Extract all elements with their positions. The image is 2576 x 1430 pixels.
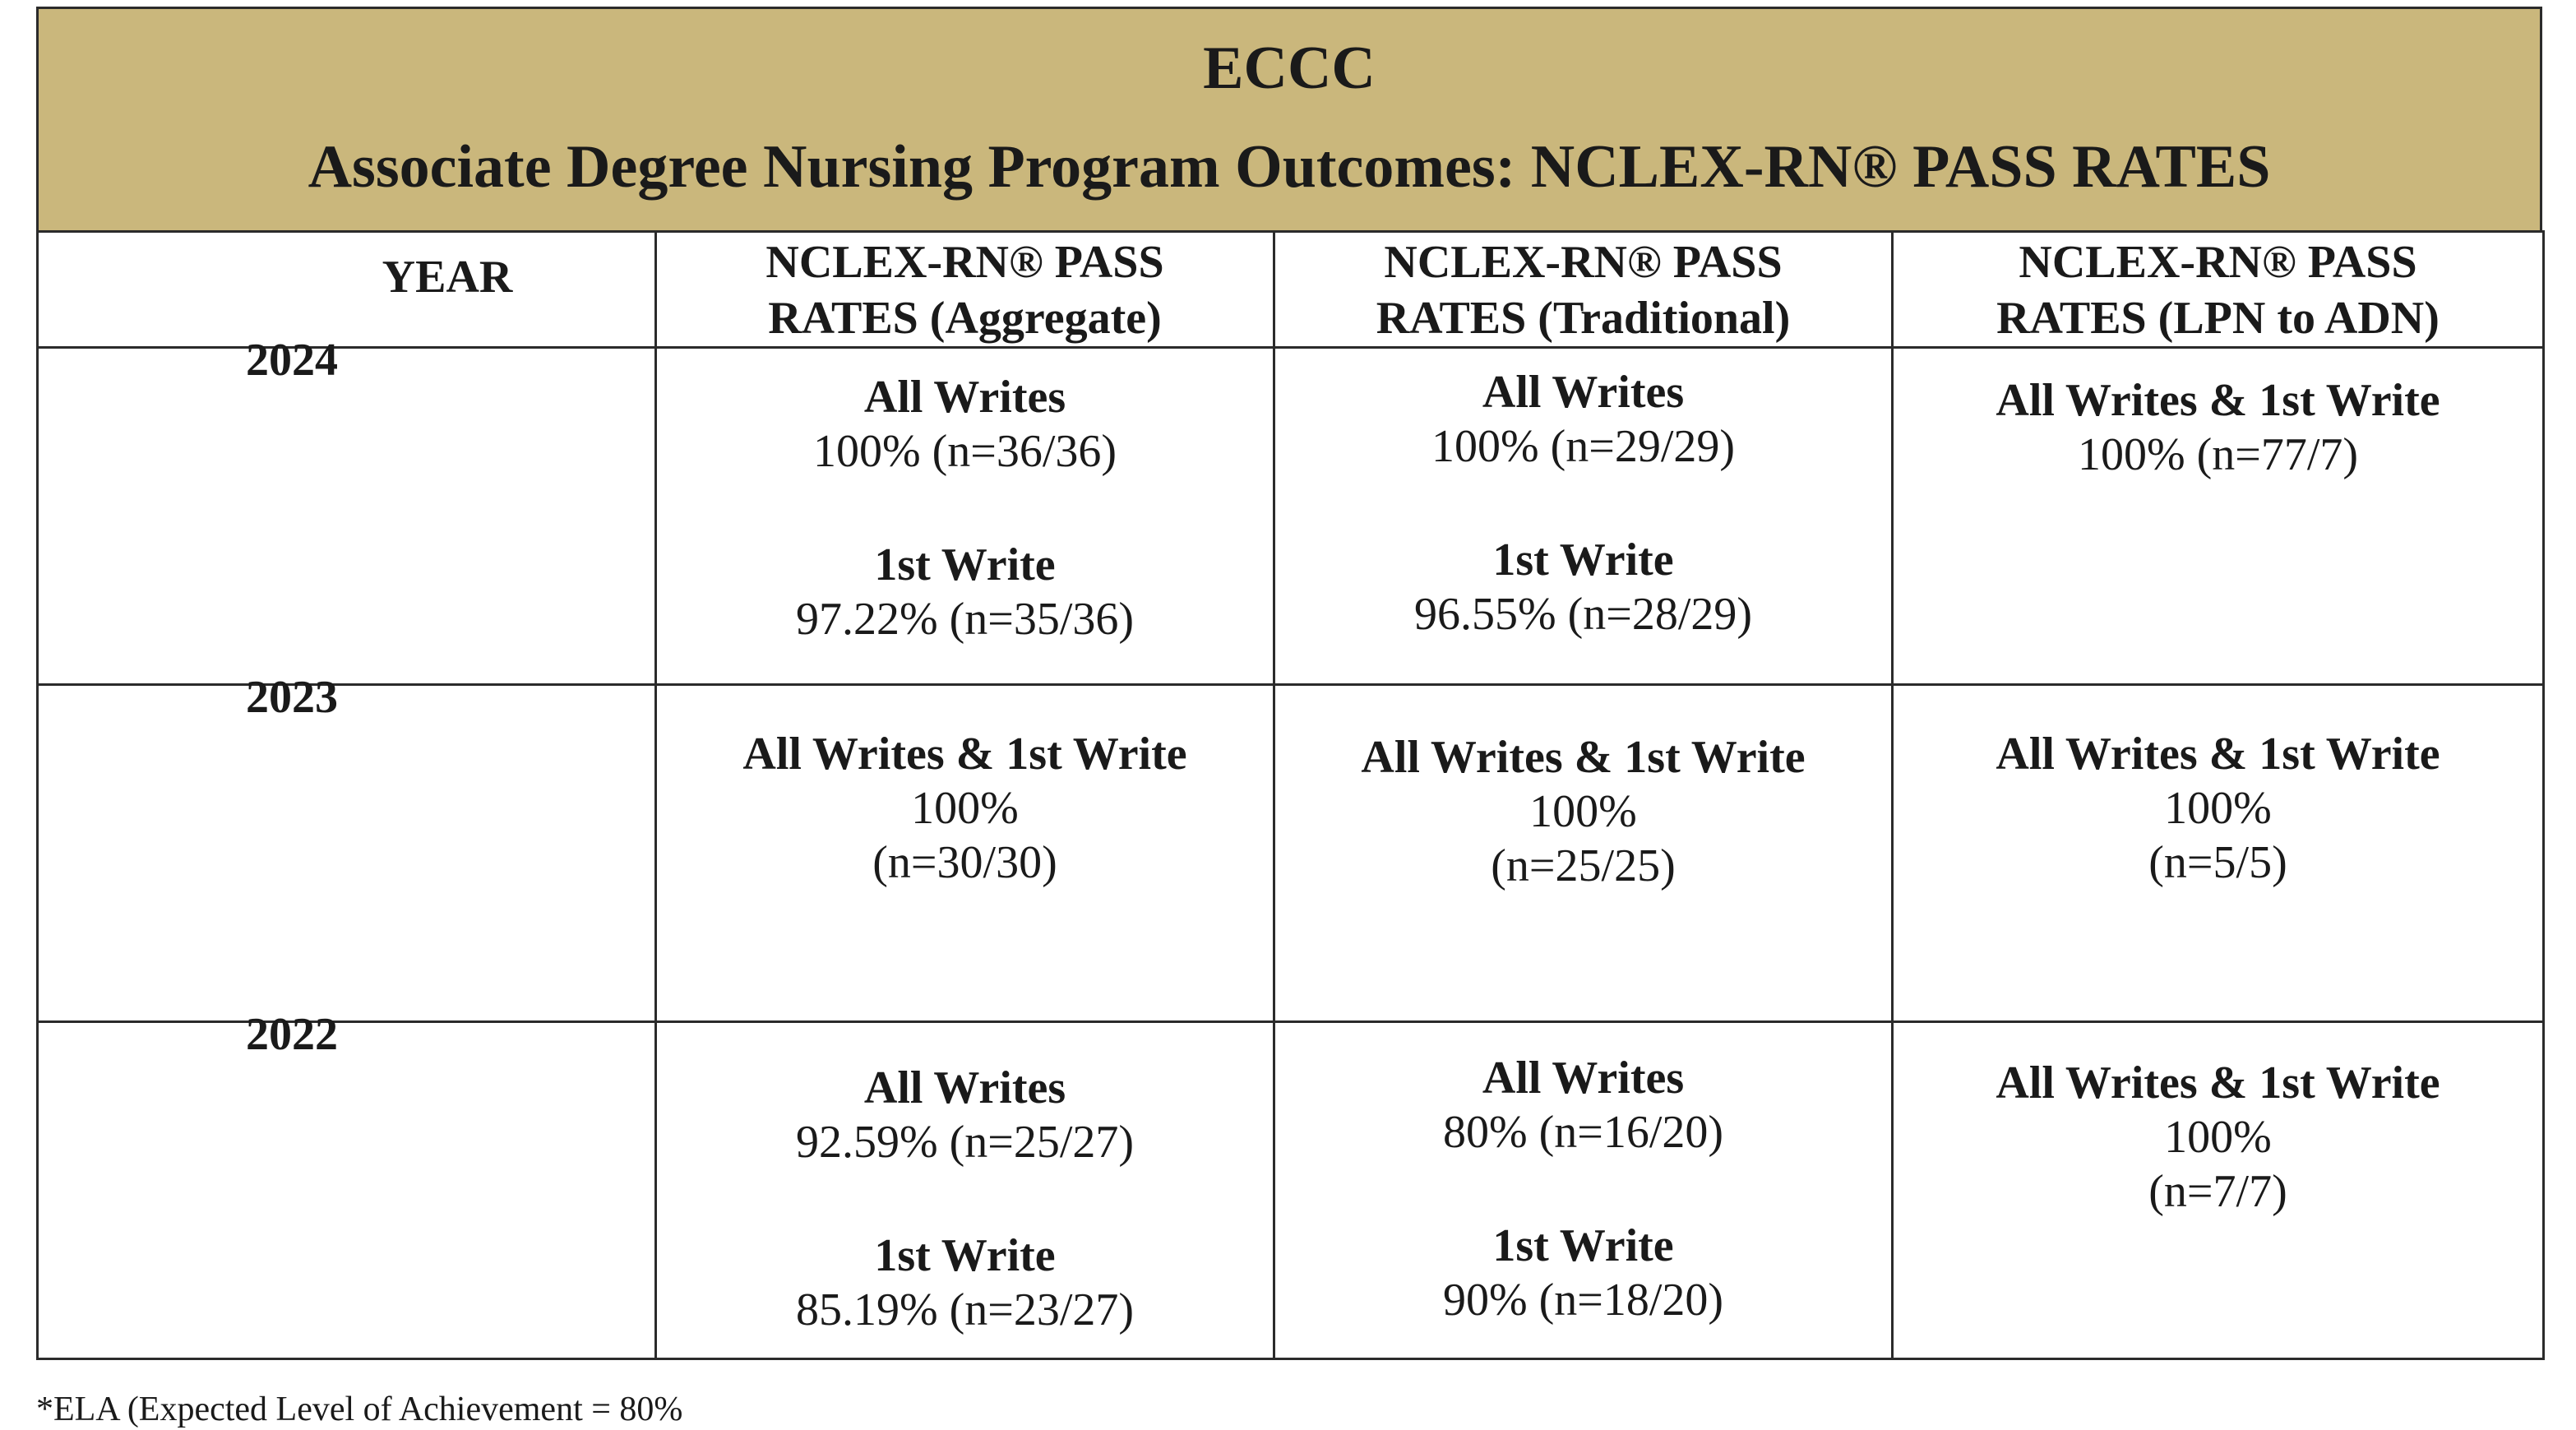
column-header-traditional (1274, 232, 1893, 348)
rate-cell-lpn-to-adn (1893, 1022, 2544, 1359)
rate-cell-content (657, 1023, 1273, 1337)
year-cell (38, 672, 656, 1022)
write-label: 1st Write (874, 1230, 1056, 1281)
table-row (38, 348, 2544, 685)
write-label: All Writes & 1st Write (1361, 732, 1806, 783)
pass-rate-value: 85.19% (n=23/27) (795, 1284, 1135, 1335)
title-banner (36, 7, 2542, 230)
pass-rate-value: 100% (n=29/29) (1431, 421, 1736, 472)
write-label: All Writes & 1st Write (1996, 375, 2440, 426)
rate-cell-aggregate (656, 685, 1274, 1022)
pass-rate-value: 100% (n=36/36) (812, 426, 1117, 477)
write-label: 1st Write (1492, 535, 1674, 585)
pass-rate-value: 90% (n=18/20) (1442, 1275, 1724, 1326)
rate-cell-content (1275, 1023, 1891, 1327)
page-title: Associate Degree Nursing Program Outcomes: NCLEX-RN® PASS RATES (308, 133, 2271, 201)
pass-rates-table (36, 230, 2545, 1360)
rate-cell-content (1894, 686, 2542, 890)
year-value: 2022 (246, 1009, 338, 1060)
pass-rate-value: (n=25/25) (1491, 840, 1676, 891)
write-label: All Writes & 1st Write (1996, 1057, 2440, 1108)
pass-rate-value: 100% (n=77/7) (2077, 429, 2359, 480)
rate-cell-aggregate (656, 348, 1274, 685)
year-value: 2023 (246, 672, 338, 723)
column-header-line: YEAR (382, 252, 513, 303)
write-label: All Writes (863, 372, 1066, 423)
rate-cell-content (1275, 349, 1891, 641)
block-spacer (1275, 474, 1891, 533)
pass-rate-value: 100% (1529, 786, 1637, 837)
rate-cell-traditional (1274, 1022, 1893, 1359)
write-label: 1st Write (874, 539, 1056, 590)
pass-rate-value: (n=7/7) (2148, 1166, 2287, 1217)
pass-rate-value: 100% (2164, 1112, 2272, 1163)
column-header-year (38, 232, 656, 348)
pass-rate-value: (n=5/5) (2148, 837, 2287, 888)
pass-rate-value: 96.55% (n=28/29) (1413, 589, 1753, 640)
rate-cell-content (1275, 686, 1891, 893)
write-label: All Writes (1482, 367, 1685, 418)
pass-rate-value: (n=30/30) (872, 837, 1057, 888)
column-header-line: NCLEX-RN® PASS (765, 237, 1164, 288)
table-header-row (38, 232, 2544, 348)
table-row (38, 685, 2544, 1022)
column-header-lpn-to-adn (1893, 232, 2544, 348)
column-header-line: RATES (LPN to ADN) (1996, 293, 2440, 344)
rate-cell-content (657, 686, 1273, 890)
column-header-line: RATES (Traditional) (1376, 293, 1791, 344)
rate-cell-lpn-to-adn (1893, 348, 2544, 685)
rate-cell-lpn-to-adn (1893, 685, 2544, 1022)
write-label: All Writes & 1st Write (742, 729, 1187, 780)
write-label: All Writes (863, 1062, 1066, 1113)
year-cell (38, 335, 656, 685)
year-value: 2024 (246, 335, 338, 386)
write-label: 1st Write (1492, 1220, 1674, 1271)
write-label: All Writes (1482, 1053, 1685, 1104)
rate-cell-traditional (1274, 685, 1893, 1022)
pass-rate-value: 100% (2164, 783, 2272, 834)
pass-rate-value: 92.59% (n=25/27) (795, 1117, 1135, 1168)
write-label: All Writes & 1st Write (1996, 729, 2440, 780)
rate-cell-aggregate (656, 1022, 1274, 1359)
rate-cell-content (657, 349, 1273, 646)
rate-cell-content (1894, 1023, 2542, 1219)
table-row (38, 1022, 2544, 1359)
block-spacer (1275, 1159, 1891, 1219)
pass-rate-value: 80% (n=16/20) (1442, 1107, 1724, 1158)
table-body (38, 335, 2544, 1359)
rate-cell-content (1894, 349, 2542, 482)
column-header-aggregate (656, 232, 1274, 348)
column-header-line: RATES (Aggregate) (768, 293, 1162, 344)
column-header-line: NCLEX-RN® PASS (1384, 237, 1783, 288)
document (36, 7, 2542, 1360)
rate-cell-traditional (1274, 348, 1893, 685)
block-spacer (657, 1169, 1273, 1229)
column-header-line: NCLEX-RN® PASS (2019, 237, 2417, 288)
footnote: *ELA (Expected Level of Achievement = 80% (36, 1391, 683, 1428)
year-cell (38, 1009, 656, 1359)
org-name: ECCC (1203, 35, 1376, 102)
pass-rate-value: 97.22% (n=35/36) (795, 594, 1135, 645)
pass-rate-value: 100% (911, 783, 1019, 834)
block-spacer (657, 479, 1273, 538)
